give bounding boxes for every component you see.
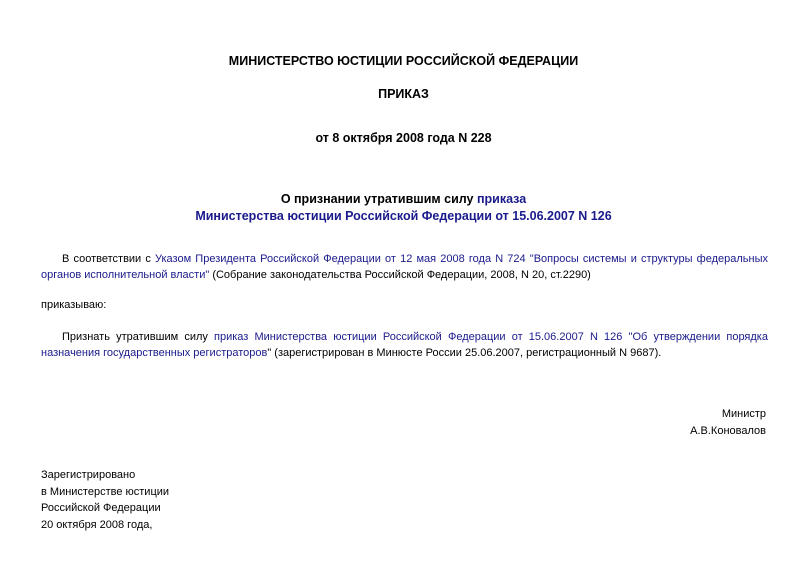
- signature-position: Министр: [721, 408, 766, 420]
- para1-end: (Собрание законодательства Российской Федерации, 2008, N 20, ст.2290): [209, 269, 591, 281]
- signature-name: А.В.Коновалов: [690, 425, 766, 437]
- para2-end: " (зарегистрирован в Минюсте России 25.06.2007, регистрационный N 9687).: [267, 347, 662, 359]
- order-verb: приказываю:: [41, 299, 107, 311]
- para2-start: Признать утратившим силу: [62, 331, 215, 343]
- document-title-line1: [0, 191, 807, 207]
- title-link-prikaz[interactable]: приказа: [476, 192, 527, 206]
- registration-line1: Зарегистрировано: [41, 469, 136, 481]
- order-126-link[interactable]: приказ Министерства юстиции Российской Федерации от 15.06.2007 N 126 "Об утверждении порядка назначения государственных регистраторов: [41, 331, 768, 359]
- registration-line4: 20 октября 2008 года,: [41, 518, 153, 531]
- paragraph-order: [41, 329, 768, 361]
- paragraph-basis: [41, 251, 768, 283]
- document-type-heading: ПРИКАЗ: [378, 87, 429, 101]
- ministry-heading: МИНИСТЕРСТВО ЮСТИЦИИ РОССИЙСКОЙ ФЕДЕРАЦИИ: [228, 54, 579, 68]
- para1-start: В соответствии с: [62, 253, 155, 265]
- document-title-line2-link[interactable]: Министерства юстиции Российской Федерации от 15.06.2007 N 126: [195, 209, 612, 223]
- registration-line3: Российской Федерации: [41, 502, 161, 514]
- decree-link[interactable]: Указом Президента Российской Федерации от 12 мая 2008 года N 724 "Вопросы системы и структуры федеральных органов исполнительной власти": [41, 253, 768, 281]
- registration-line2: в Министерстве юстиции: [41, 485, 170, 498]
- signature-block: [690, 406, 766, 440]
- title-prefix: О признании утратившим силу: [280, 192, 477, 206]
- registration-block: [41, 467, 169, 533]
- date-number-heading: от 8 октября 2008 года N 228: [315, 131, 492, 145]
